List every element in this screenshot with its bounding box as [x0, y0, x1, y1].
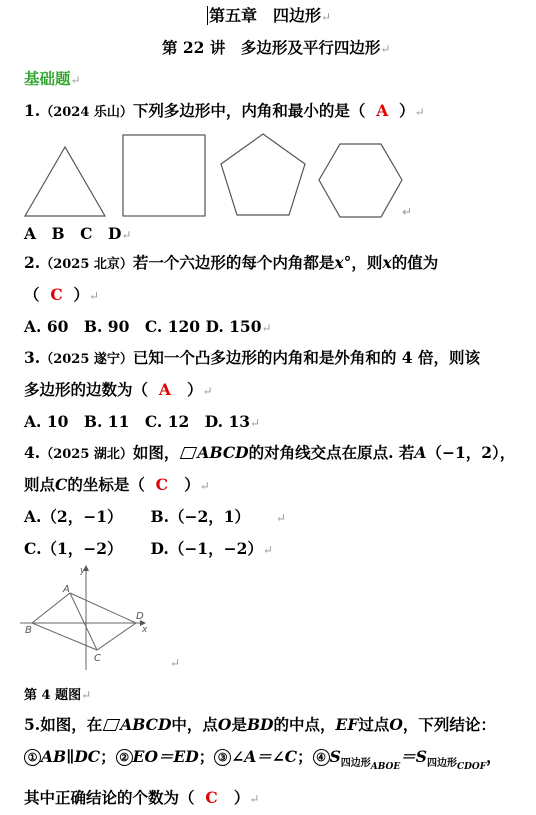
q2-options — [24, 315, 272, 337]
q5-area-s: S — [329, 747, 341, 766]
q5-text-e: 过点 — [358, 715, 390, 734]
lecture-title: 第 22 讲 多边形及平行四边形 — [162, 38, 381, 57]
q5-text-line3: 其中正确结论的个数为（ — [24, 788, 195, 807]
diagonal-ac — [70, 593, 97, 650]
chapter-title: 第五章 四边形 — [209, 6, 322, 25]
q4-option-a: A.（2，−1） — [24, 507, 123, 526]
q3-number: 3. — [24, 348, 41, 367]
q5-stem — [24, 713, 496, 735]
q2-var-x: x — [382, 253, 392, 272]
q4-shape-name: ABCD — [197, 443, 249, 462]
q4-options-row2 — [24, 537, 273, 559]
square-shape — [123, 135, 205, 216]
q2-var-x: x — [334, 253, 344, 272]
q1-text: 下列多边形中，内角和最小的是（ — [132, 101, 366, 120]
q5-sub-quad: 四边形 — [426, 758, 457, 769]
q4-number: 4. — [24, 443, 41, 462]
q1-close: ） — [399, 101, 415, 120]
q5-mark-1: ① — [24, 749, 41, 766]
q4-answer: C — [155, 475, 169, 494]
return-mark: ↵ — [414, 105, 425, 119]
q5-mark-2: ② — [116, 749, 133, 766]
q4-coordinate-figure — [20, 562, 190, 674]
q5-stem-line3 — [24, 786, 259, 808]
point-b-label: B — [25, 625, 32, 636]
return-mark: ↵ — [70, 73, 81, 87]
q2-degree: °，则 — [343, 253, 383, 272]
return-mark: ↵ — [402, 205, 413, 219]
q3-close: ） — [187, 380, 203, 399]
q3-options-text: A. 10 B. 11 C. 12 D. 13 — [24, 412, 251, 431]
q5-conclusion-3: ∠A＝∠C — [231, 747, 298, 766]
q5-sep: ； — [100, 747, 116, 766]
text-cursor — [207, 6, 208, 25]
q3-text-line1: 已知一个凸多边形的内角和是外角和的 4 倍，则该 — [132, 348, 480, 367]
point-c-label: C — [94, 653, 101, 664]
point-a-label: A — [63, 584, 70, 595]
q4-options-row1 — [24, 505, 286, 527]
hexagon-shape — [319, 144, 402, 217]
return-mark: ↵ — [380, 42, 391, 56]
x-axis-label: x — [142, 625, 148, 635]
q3-stem — [24, 346, 480, 368]
return-mark: ↵ — [250, 416, 261, 430]
return-mark: ↵ — [249, 792, 260, 806]
point-d-label: D — [136, 611, 144, 622]
q5-number: 5. — [24, 715, 41, 734]
q5-shape-name: ABCD — [120, 715, 172, 734]
q1-options — [24, 222, 131, 244]
q2-open: （ — [24, 285, 40, 304]
q4-close: ） — [184, 475, 200, 494]
return-mark: ↵ — [81, 688, 92, 702]
return-mark: ↵ — [321, 10, 332, 24]
q3-source: （2025 遂宁） — [40, 352, 133, 367]
return-mark: ↵ — [261, 321, 272, 335]
q5-text-d: 的中点， — [273, 715, 336, 734]
q5-sub-cdof: CDOF — [456, 762, 487, 772]
q5-sub-quad: 四边形 — [340, 758, 371, 769]
q4-text-b: 的对角线交点在原点. 若 — [248, 443, 415, 462]
return-mark: ↵ — [121, 228, 132, 242]
q3-options — [24, 410, 260, 432]
q5-conclusions — [24, 745, 502, 772]
q5-area-eq: ＝S — [400, 747, 427, 766]
parallelogram-symbol — [180, 447, 197, 459]
q2-options-text: A. 60 B. 90 C. 120 D. 150 — [24, 317, 262, 336]
q5-close: ） — [233, 788, 250, 807]
q3-answer: A — [158, 380, 171, 399]
q1-options-text: A B C D — [24, 224, 122, 243]
q1-answer: A — [376, 101, 389, 120]
pentagon-shape — [221, 134, 305, 215]
section-heading — [24, 67, 81, 89]
q2-stem — [24, 251, 438, 273]
lecture-title-line — [162, 36, 390, 58]
q4-source: （2025 湖北） — [40, 447, 133, 462]
return-mark: ↵ — [88, 289, 100, 303]
q3-stem-line2 — [24, 378, 213, 400]
q4-stem — [24, 441, 515, 463]
q4-option-d: D.（−1，−2） — [150, 539, 263, 558]
q5-seg-ef: EF — [335, 715, 359, 734]
q5-point-o: O — [389, 715, 403, 734]
q4-point-a: A — [414, 443, 427, 462]
q5-text-f: ，下列结论： — [402, 715, 496, 734]
q1-stem — [24, 99, 425, 121]
q5-conclusion-2: EO＝ED — [132, 747, 199, 766]
q5-comma: ， — [486, 747, 502, 766]
q5-sep: ； — [198, 747, 215, 766]
q2-number: 2. — [24, 253, 41, 272]
q5-text-a: 如图，在 — [40, 715, 103, 734]
q5-seg-bd: BD — [246, 715, 274, 734]
y-axis-label: y — [80, 566, 86, 576]
q5-point-o: O — [217, 715, 232, 734]
q5-sep: ； — [297, 747, 313, 766]
q4-stem-line2 — [24, 473, 210, 495]
q4-point-c: C — [55, 475, 68, 494]
q2-source: （2025 北京） — [40, 257, 133, 272]
q4-figure-caption: 第 4 题图 — [24, 688, 82, 703]
q2-text-b: 的值为 — [391, 253, 439, 272]
return-mark: ↵ — [262, 543, 273, 557]
q2-answer: C — [50, 285, 63, 304]
q5-conclusion-1: AB∥DC — [41, 747, 101, 766]
section-label: 基础题 — [24, 69, 71, 88]
triangle-shape — [25, 147, 105, 216]
parallelogram-symbol — [103, 719, 120, 731]
q2-close: ） — [73, 285, 89, 304]
q4-coords-a: （−1，2）， — [426, 443, 516, 462]
q4-text-c: 则点 — [24, 475, 56, 494]
q4-option-c: C.（1，−2） — [24, 539, 123, 558]
q1-source: （2024 乐山） — [40, 105, 133, 120]
q5-mark-4: ④ — [313, 749, 330, 766]
return-mark: ↵ — [276, 511, 287, 525]
q5-mark-3: ③ — [214, 749, 231, 766]
q5-sub-aboe: ABOE — [370, 762, 401, 772]
q4-text-d: 的坐标是（ — [67, 475, 145, 494]
return-mark: ↵ — [202, 384, 213, 398]
q2-answer-line — [24, 283, 99, 305]
q1-number: 1. — [24, 101, 41, 120]
q3-text-line2: 多边形的边数为（ — [24, 380, 149, 399]
q5-text-b: 中，点 — [171, 715, 218, 734]
chapter-title-line — [207, 3, 331, 26]
return-mark: ↵ — [199, 479, 210, 493]
q4-option-b: B.（−2，1） — [150, 507, 251, 526]
q5-text-c: 是 — [231, 715, 247, 734]
q1-polygons-figure — [20, 132, 420, 224]
q4-text-a: 如图， — [132, 443, 180, 462]
q4-figure-caption-line — [24, 684, 91, 703]
return-mark: ↵ — [170, 656, 181, 670]
q2-text-a: 若一个六边形的每个内角都是 — [132, 253, 335, 272]
q5-answer: C — [205, 788, 218, 807]
